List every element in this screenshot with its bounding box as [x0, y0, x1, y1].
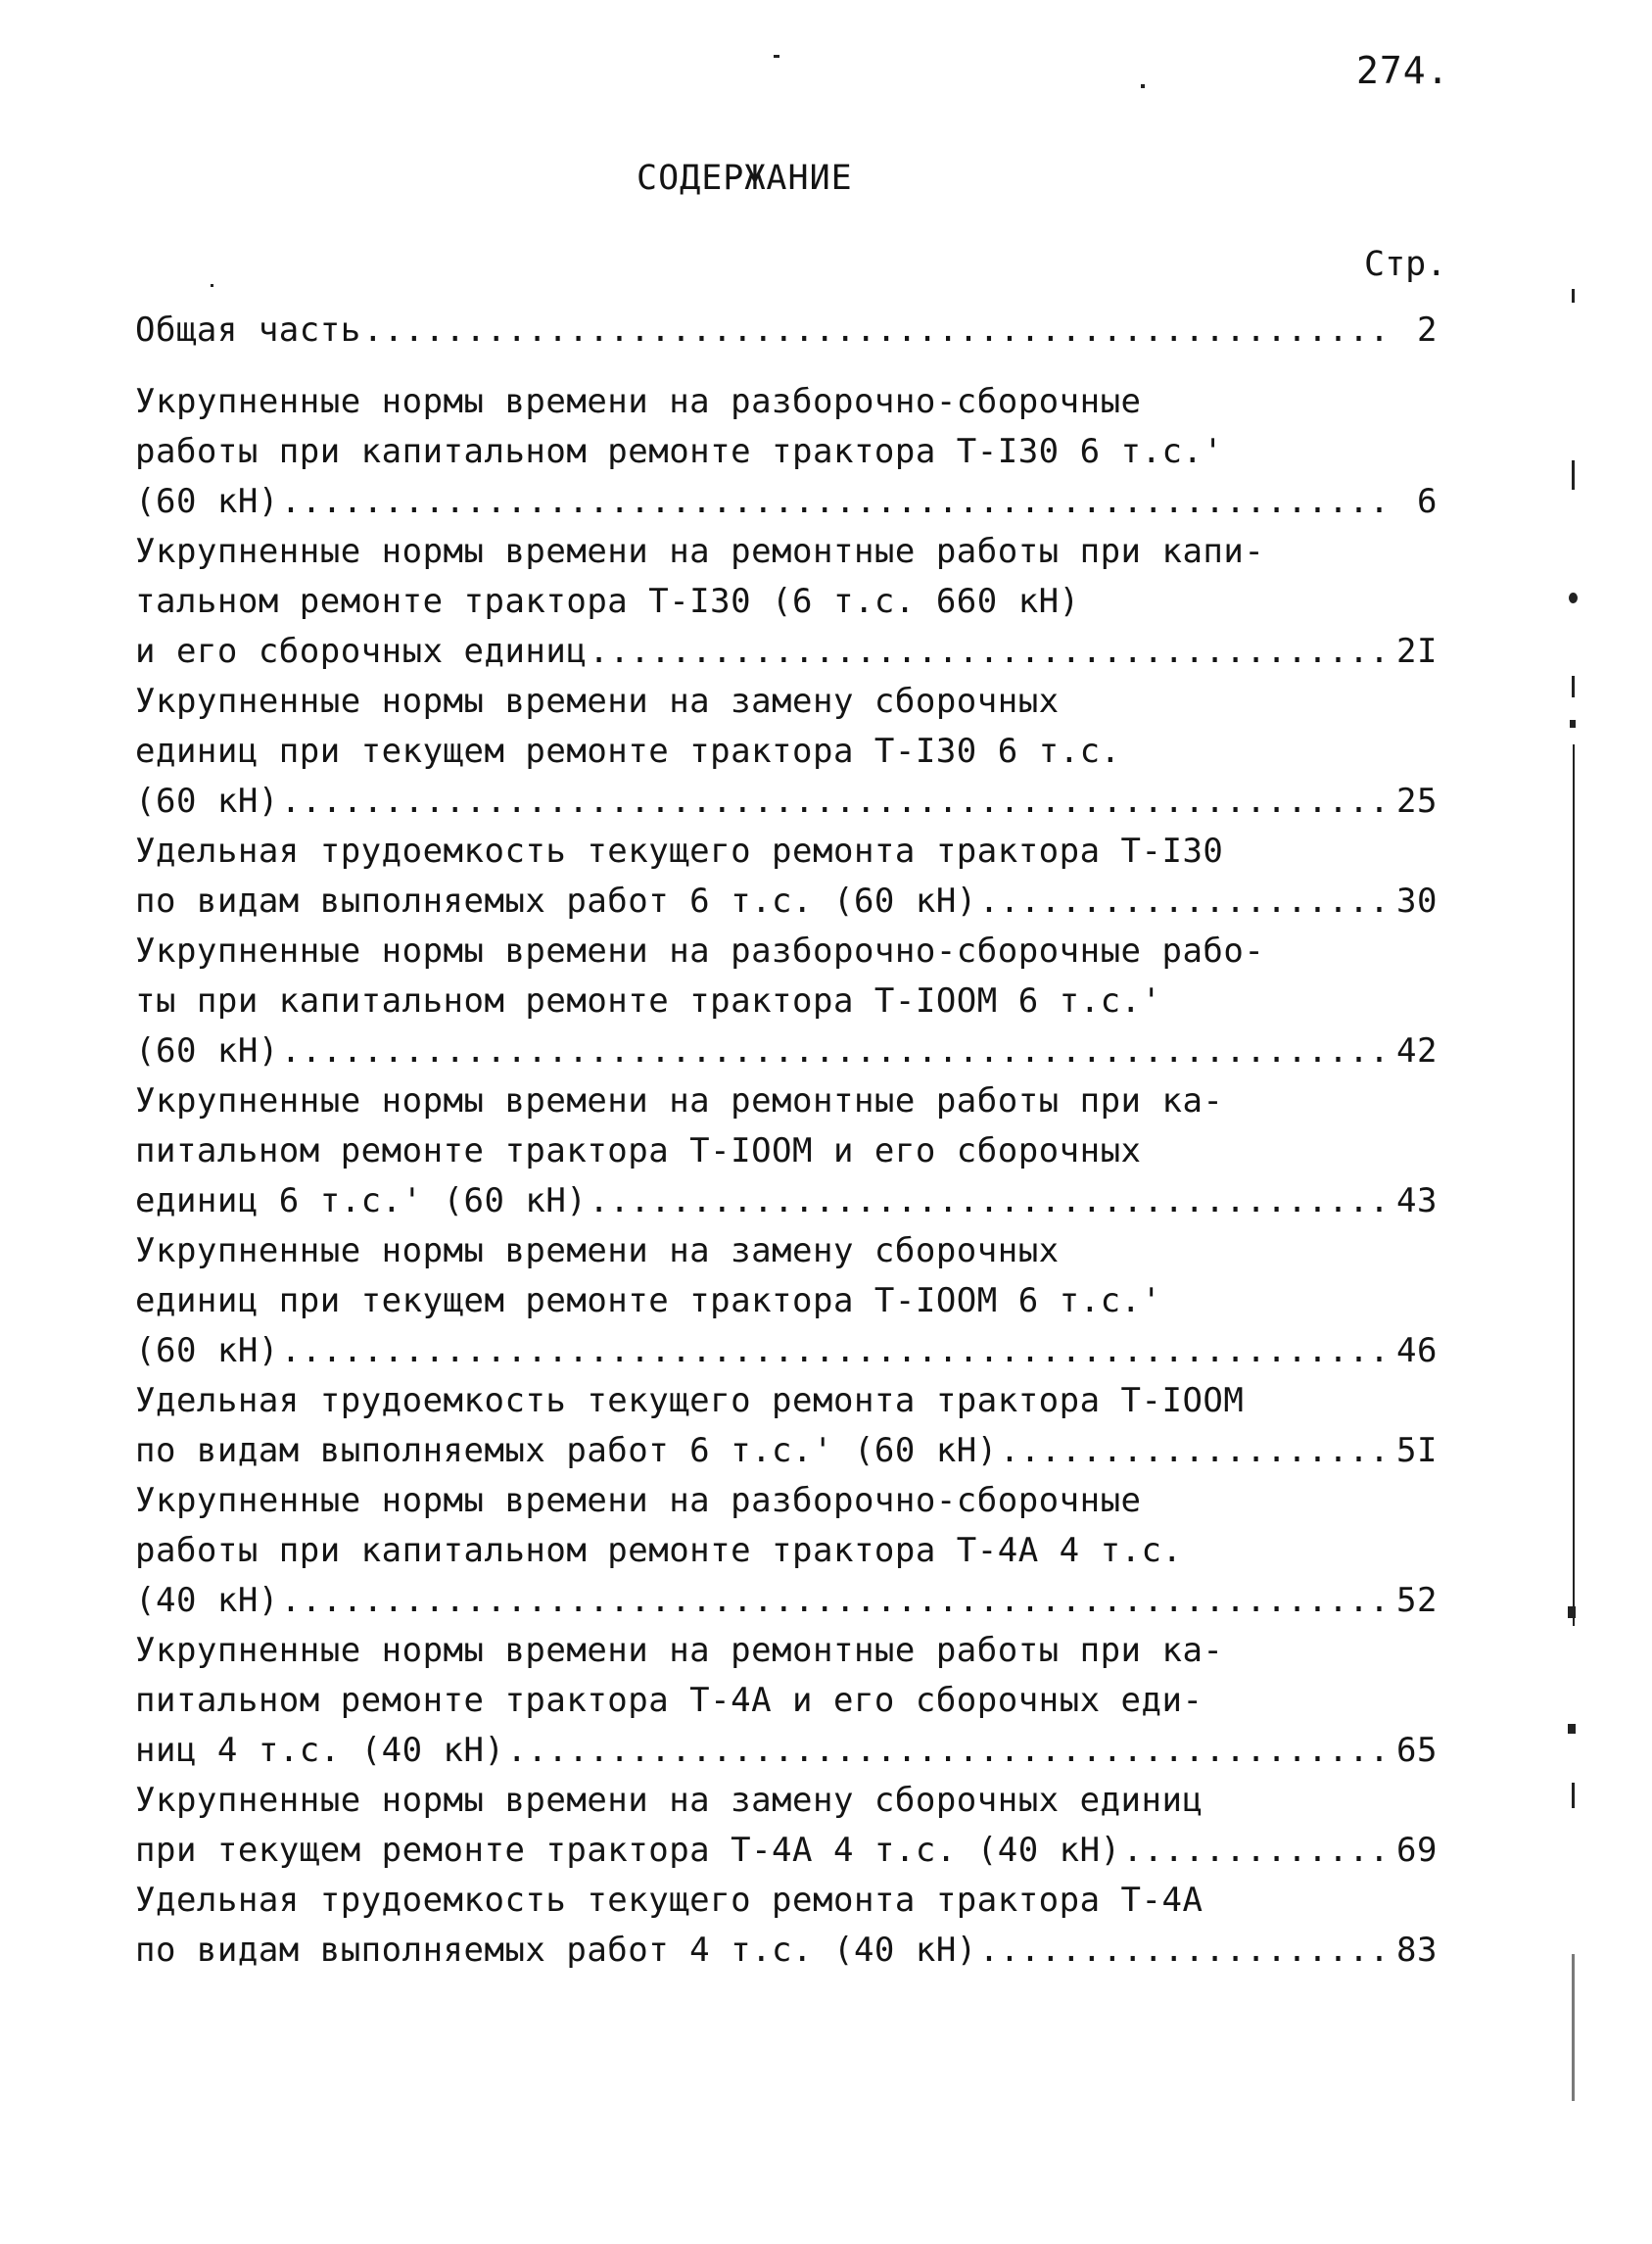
- toc-entry-last-line: [135, 1426, 1438, 1476]
- scan-artifact: [211, 284, 213, 287]
- toc-entry-line: тальном ремонте трактора Т-I30 (6 т.с. 660 кН): [135, 582, 1080, 621]
- toc-page-number: 30: [1396, 882, 1438, 921]
- scan-artifact: [1572, 676, 1575, 697]
- toc-entry-line: Удельная трудоемкость текущего ремонта трактора Т-I30: [135, 832, 1224, 871]
- scan-artifact: [1568, 1724, 1576, 1734]
- toc-entry-text: по видам выполняемых работ 4 т.с. (40 кН): [135, 1931, 977, 1970]
- toc-page-number: 25: [1396, 782, 1438, 821]
- dot-leader: [1123, 1826, 1385, 1876]
- toc-entry-last-line: [135, 627, 1438, 677]
- toc-entry-line: Укрупненные нормы времени на ремонтные работы при ка-: [135, 1081, 1224, 1121]
- toc-entry-last-line: [135, 1826, 1438, 1876]
- toc-entry-lines: [135, 927, 1438, 1027]
- toc-page-number: 83: [1396, 1931, 1438, 1970]
- toc-page-number: 52: [1396, 1581, 1438, 1620]
- toc-entry-line: Укрупненные нормы времени на разборочно-сборочные: [135, 1481, 1142, 1520]
- dot-leader: [506, 1726, 1385, 1776]
- toc-entry-text: единиц 6 т.с.' (60 кН): [135, 1181, 588, 1220]
- toc-entry: [135, 1876, 1438, 1976]
- toc-entry-text: (60 кН): [135, 782, 279, 821]
- toc-page-number: 46: [1396, 1331, 1438, 1370]
- dot-leader: [1000, 1426, 1385, 1476]
- toc-list: [135, 306, 1438, 1976]
- toc-entry-lines: [135, 527, 1438, 627]
- dot-leader: [979, 1926, 1385, 1976]
- toc-page-number: 6: [1417, 482, 1438, 521]
- toc-entry-last-line: [135, 477, 1438, 527]
- toc-entry-lines: [135, 1076, 1438, 1176]
- toc-entry: [135, 1776, 1438, 1876]
- toc-entry-text: по видам выполняемых работ 6 т.с. (60 кН): [135, 882, 977, 921]
- toc-entry-text: ниц 4 т.с. (40 кН): [135, 1731, 505, 1770]
- toc-entry: [135, 677, 1438, 827]
- toc-entry-lines: [135, 1776, 1438, 1826]
- scan-artifact: [1141, 84, 1145, 88]
- dot-leader: [363, 306, 1385, 356]
- toc-entry-line: единиц при текущем ремонте трактора Т-I30 6 т.с.: [135, 732, 1121, 771]
- toc-entry-text: при текущем ремонте трактора Т-4А 4 т.с. (40 кН): [135, 1831, 1121, 1870]
- toc-entry-last-line: [135, 1326, 1438, 1376]
- scan-artifact: [1572, 460, 1575, 490]
- scan-artifact: [774, 55, 779, 58]
- toc-entry: [135, 1476, 1438, 1626]
- toc-entry-last-line: [135, 306, 1438, 356]
- toc-entry-line: питальном ремонте трактора Т-4А и его сборочных еди-: [135, 1681, 1204, 1720]
- toc-entry: [135, 1226, 1438, 1376]
- toc-entry-text: (60 кН): [135, 482, 279, 521]
- toc-entry-text: и его сборочных единиц: [135, 632, 588, 671]
- toc-page-number: 69: [1396, 1831, 1438, 1870]
- toc-entry-last-line: [135, 877, 1438, 927]
- dot-leader: [281, 1576, 1385, 1626]
- page-title: СОДЕРЖАНИЕ: [637, 159, 853, 198]
- toc-entry-last-line: [135, 1926, 1438, 1976]
- toc-entry: [135, 827, 1438, 927]
- toc-entry-text: (40 кН): [135, 1581, 279, 1620]
- toc-entry-line: Укрупненные нормы времени на ремонтные работы при ка-: [135, 1631, 1224, 1670]
- toc-entry-last-line: [135, 1027, 1438, 1076]
- toc-entry-text: (60 кН): [135, 1031, 279, 1071]
- toc-page-number: 65: [1396, 1731, 1438, 1770]
- toc-entry-last-line: [135, 1176, 1438, 1226]
- scan-artifact: [1568, 1606, 1576, 1618]
- toc-entry: [135, 1076, 1438, 1226]
- scan-artifact: [1572, 289, 1575, 303]
- toc-entry-line: Укрупненные нормы времени на замену сборочных единиц: [135, 1781, 1204, 1820]
- toc-entry: [135, 927, 1438, 1076]
- toc-entry-lines: [135, 377, 1438, 477]
- scan-artifact: [1573, 744, 1575, 1626]
- toc-entry-line: Укрупненные нормы времени на замену сборочных: [135, 682, 1060, 721]
- toc-entry-line: Удельная трудоемкость текущего ремонта трактора Т-4А: [135, 1881, 1204, 1920]
- toc-entry-line: работы при капитальном ремонте трактора Т-4А 4 т.с.: [135, 1531, 1183, 1570]
- page-number: 274.: [1356, 49, 1450, 92]
- dot-leader: [589, 1176, 1385, 1226]
- toc-entry: [135, 527, 1438, 677]
- toc-entry-text: Общая часть: [135, 310, 361, 350]
- toc-entry-lines: [135, 677, 1438, 777]
- toc-entry-line: Укрупненные нормы времени на ремонтные работы при капи-: [135, 532, 1265, 571]
- toc-entry-line: Удельная трудоемкость текущего ремонта трактора Т-IООМ: [135, 1381, 1245, 1420]
- toc-entry-text: по видам выполняемых работ 6 т.с.' (60 кН): [135, 1431, 998, 1470]
- scan-artifact: [1570, 720, 1576, 728]
- dot-leader: [589, 627, 1385, 677]
- dot-leader: [281, 777, 1385, 827]
- toc-entry-last-line: [135, 1726, 1438, 1776]
- table-of-contents: [135, 306, 1438, 1976]
- toc-entry-last-line: [135, 1576, 1438, 1626]
- page-column-label: Стр.: [1364, 245, 1447, 284]
- toc-entry: [135, 1626, 1438, 1776]
- dot-leader: [281, 1027, 1385, 1076]
- toc-entry-last-line: [135, 777, 1438, 827]
- scan-artifact: [1572, 1783, 1575, 1808]
- toc-page-number: 5I: [1396, 1431, 1438, 1470]
- toc-entry-line: питальном ремонте трактора Т-IООМ и его сборочных: [135, 1131, 1142, 1170]
- scan-artifact: [1569, 593, 1578, 603]
- toc-entry-line: работы при капитальном ремонте трактора Т-I30 6 т.с.': [135, 432, 1224, 471]
- toc-page-number: 2: [1417, 310, 1438, 350]
- toc-entry-text: (60 кН): [135, 1331, 279, 1370]
- dot-leader: [979, 877, 1385, 927]
- toc-entry-line: единиц при текущем ремонте трактора Т-IООМ 6 т.с.': [135, 1281, 1162, 1320]
- dot-leader: [281, 477, 1385, 527]
- toc-entry: [135, 377, 1438, 527]
- toc-page-number: 43: [1396, 1181, 1438, 1220]
- toc-entry-line: ты при капитальном ремонте трактора Т-IООМ 6 т.с.': [135, 981, 1162, 1021]
- dot-leader: [281, 1326, 1385, 1376]
- toc-page-number: 2I: [1396, 632, 1438, 671]
- toc-entry-lines: [135, 1876, 1438, 1926]
- toc-entry-lines: [135, 1476, 1438, 1576]
- toc-entry-lines: [135, 1376, 1438, 1426]
- scan-artifact: [1572, 1954, 1575, 2101]
- toc-entry-lines: [135, 1626, 1438, 1726]
- toc-entry-line: Укрупненные нормы времени на разборочно-сборочные: [135, 382, 1142, 421]
- toc-entry: [135, 1376, 1438, 1476]
- toc-entry-lines: [135, 1226, 1438, 1326]
- toc-page-number: 42: [1396, 1031, 1438, 1071]
- toc-entry-line: Укрупненные нормы времени на разборочно-сборочные рабо-: [135, 931, 1265, 971]
- toc-entry: [135, 306, 1438, 356]
- toc-entry-line: Укрупненные нормы времени на замену сборочных: [135, 1231, 1060, 1270]
- toc-entry-lines: [135, 827, 1438, 877]
